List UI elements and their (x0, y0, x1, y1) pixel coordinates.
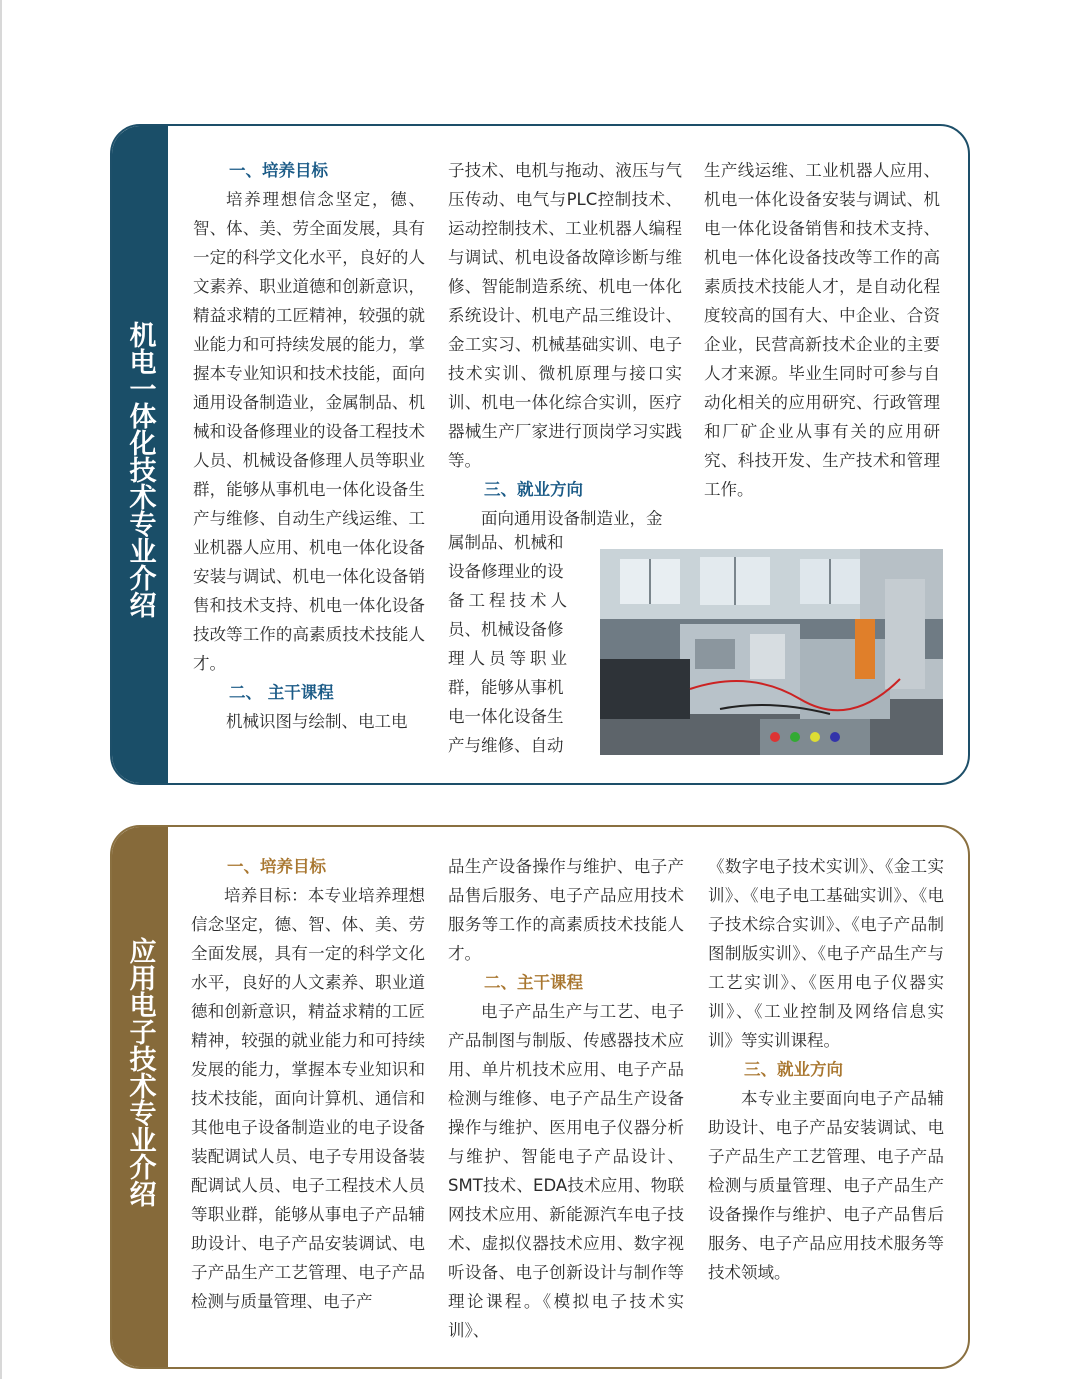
section-heading-course: 二、 主干课程 (229, 683, 334, 702)
course-paragraph-cont: 子技术、电机与拖动、液压与气压传动、电气与PLC控制技术、运动控制技术、工业机器人编程与调试、机电设备故障诊断与维修、智能制造系统、机电一体化系统设计、机电产品三维设计、金工实习、机械基础实训、电子技术实训、微机原理与接口实训、机电一体化综合实训，医疗器械生产厂家进行顶岗学习实践等。 (448, 161, 682, 470)
narrow-line: 属制品、机械和 (448, 533, 564, 552)
job-paragraph: 本专业主要面向电子产品辅助设计、电子产品安装调试、电子产品生产工艺管理、电子产品检测与质量管理、电子产品生产设备操作与维护、电子产品售后服务、电子产品应用技术服务等技术领域。 (708, 1089, 944, 1282)
mechatronics-sidebar (112, 126, 168, 783)
applied-electronics-title: 应用电子技术专业介绍 (124, 937, 156, 1207)
applied-electronics-card (110, 825, 970, 1369)
mechatronics-title: 机电一体化技术专业介绍 (124, 321, 156, 618)
page-left-border (0, 0, 2, 1379)
mechatronics-column-3 (704, 156, 940, 504)
course-paragraph-start: 机械识图与绘制、电工电 (226, 712, 408, 731)
lab-photo (600, 549, 943, 755)
applied-electronics-sidebar (112, 827, 168, 1367)
narrow-line: 备工程技术人 (448, 591, 571, 610)
target-paragraph: 培养理想信念坚定，德、智、体、美、劳全面发展，具有一定的科学文化水平，良好的人文素养、职业道德和创新意识，精益求精的工匠精神，较强的就业能力和可持续发展的能力，掌握本专业知识和技术技能，面向通用设备制造业，金属制品、机械和设备修理业的设备工程技术人员、机械设备修理人员等职业群，能够从事机电一体化设备生产与维修、自动生产线运维、工业机器人应用、机电一体化设备安装与调试、机电一体化设备销售和技术支持、机电一体化设备技改等工作的高素质技术技能人才。 (193, 190, 425, 673)
job-paragraph-narrow (448, 528, 588, 760)
course-paragraph-cont: 《数字电子技术实训》、《金工实训》、《电子电工基础实训》、《电子技术综合实训》、《电子产品制图制版实训》、《电子产品生产与工艺实训》、《医用电子仪器实训》、《工业控制及网络信息实训》等实训课程。 (708, 857, 944, 1050)
narrow-line: 群，能够从事机 (448, 678, 564, 697)
section-heading-job: 三、就业方向 (744, 1060, 843, 1079)
target-paragraph-cont: 品生产设备操作与维护、电子产品售后服务、电子产品应用技术服务等工作的高素质技术技能人才。 (448, 857, 684, 963)
mechatronics-card (110, 124, 970, 785)
narrow-line: 员、机械设备修 (448, 620, 564, 639)
electronics-column-2 (448, 852, 684, 1345)
course-paragraph: 电子产品生产与工艺、电子产品制图与制版、传感器技术应用、单片机技术应用、电子产品检测与维修、电子产品生产设备操作与维护、医用电子仪器分析与维护、智能电子产品设计、SMT技术、EDA技术应用、物联网技术应用、新能源汽车电子技术、虚拟仪器技术应用、数字视听设备、电子创新设计与制作等理论课程。《模拟电子技术实训》、 (448, 1002, 684, 1340)
section-heading-job: 三、就业方向 (484, 480, 583, 499)
section-heading-target: 一、培养目标 (227, 857, 326, 876)
section-heading-target: 一、培养目标 (229, 161, 328, 180)
narrow-line: 产与维修、自动 (448, 736, 564, 755)
section-heading-course: 二、主干课程 (484, 973, 583, 992)
electronics-column-1 (191, 852, 425, 1316)
narrow-line: 电一体化设备生 (448, 707, 564, 726)
narrow-line: 理人员等职业 (448, 649, 571, 668)
job-paragraph-start: 面向通用设备制造业，金 (481, 509, 663, 528)
mechatronics-column-2 (448, 156, 682, 533)
narrow-line: 设备修理业的设 (448, 562, 564, 581)
mechatronics-column-1 (193, 156, 425, 736)
target-paragraph: 培养目标：本专业培养理想信念坚定，德、智、体、美、劳全面发展，具有一定的科学文化水平，良好的人文素养、职业道德和创新意识，精益求精的工匠精神，较强的就业能力和可持续发展的能力，掌握本专业知识和技术技能，面向计算机、通信和其他电子设备制造业的电子设备装配调试人员、电子专用设备装配调试人员、电子工程技术人员等职业群，能够从事电子产品辅助设计、电子产品安装调试、电子产品生产工艺管理、电子产品检测与质量管理、电子产 (191, 886, 425, 1311)
electronics-column-3 (708, 852, 944, 1287)
job-paragraph-cont: 生产线运维、工业机器人应用、机电一体化设备安装与调试、机电一体化设备销售和技术支持、机电一体化设备技改等工作的高素质技术技能人才，是自动化程度较高的国有大、中企业、合资企业，民营高新技术企业的主要人才来源。毕业生同时可参与自动化相关的应用研究、行政管理和厂矿企业从事有关的应用研究、科技开发、生产技术和管理工作。 (704, 161, 940, 499)
